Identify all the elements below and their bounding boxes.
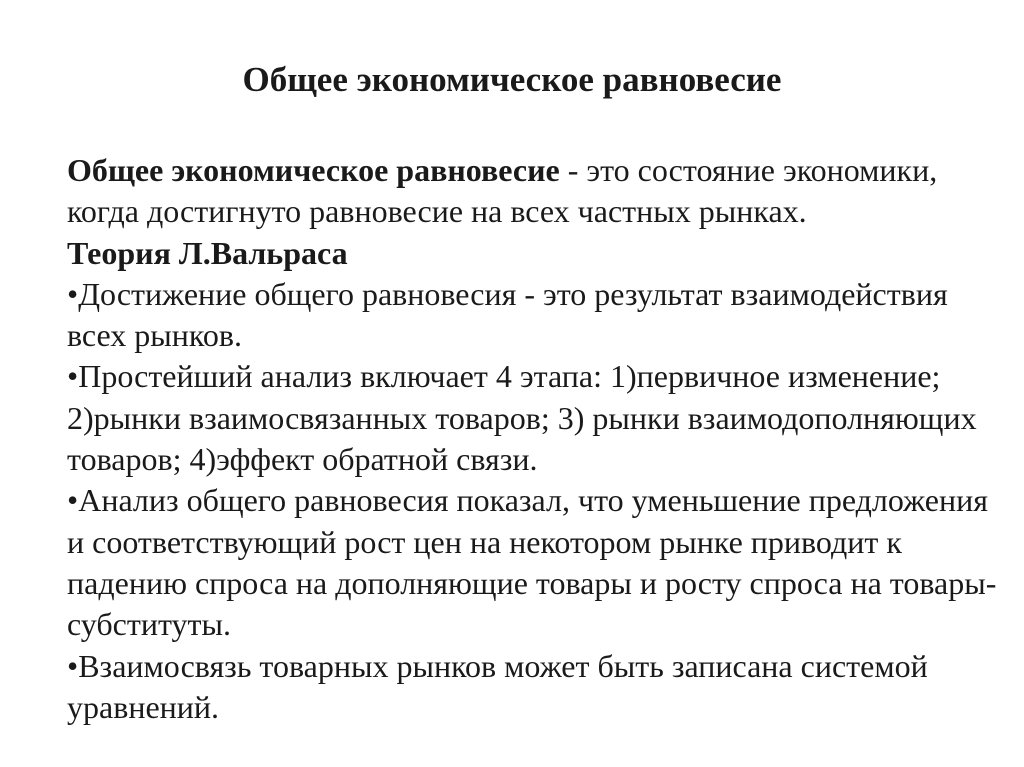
slide-title: Общее экономическое равновесие [242, 60, 782, 99]
definition-paragraph [67, 150, 997, 233]
bullet-item: •Анализ общего равновесия показал, что уменьшение предложения и соответствующий рост цен на некотором рынке приводит к падению спроса на дополняющие товары и росту спроса на товары-субституты. [67, 482, 997, 643]
definition-text: - это состояние экономики, когда достигнуто равновесие на всех частных рынках. [67, 152, 938, 230]
bullet-item: •Простейший анализ включает 4 этапа: 1)первичное изменение; 2)рынки взаимосвязанных товаров; 3) рынки взаимодополняющих товаров; 4)эффект обратной связи. [67, 358, 977, 478]
slide-content [67, 150, 997, 728]
bullet-item: •Взаимосвязь товарных рынков может быть записана системой уравнений. [67, 647, 928, 725]
definition-term: Общее экономическое равновесие [67, 152, 560, 188]
section-heading: Теория Л.Вальраса [67, 234, 348, 271]
bullet-item: •Достижение общего равновесия - это результат взаимодействия всех рынков. [67, 275, 948, 354]
